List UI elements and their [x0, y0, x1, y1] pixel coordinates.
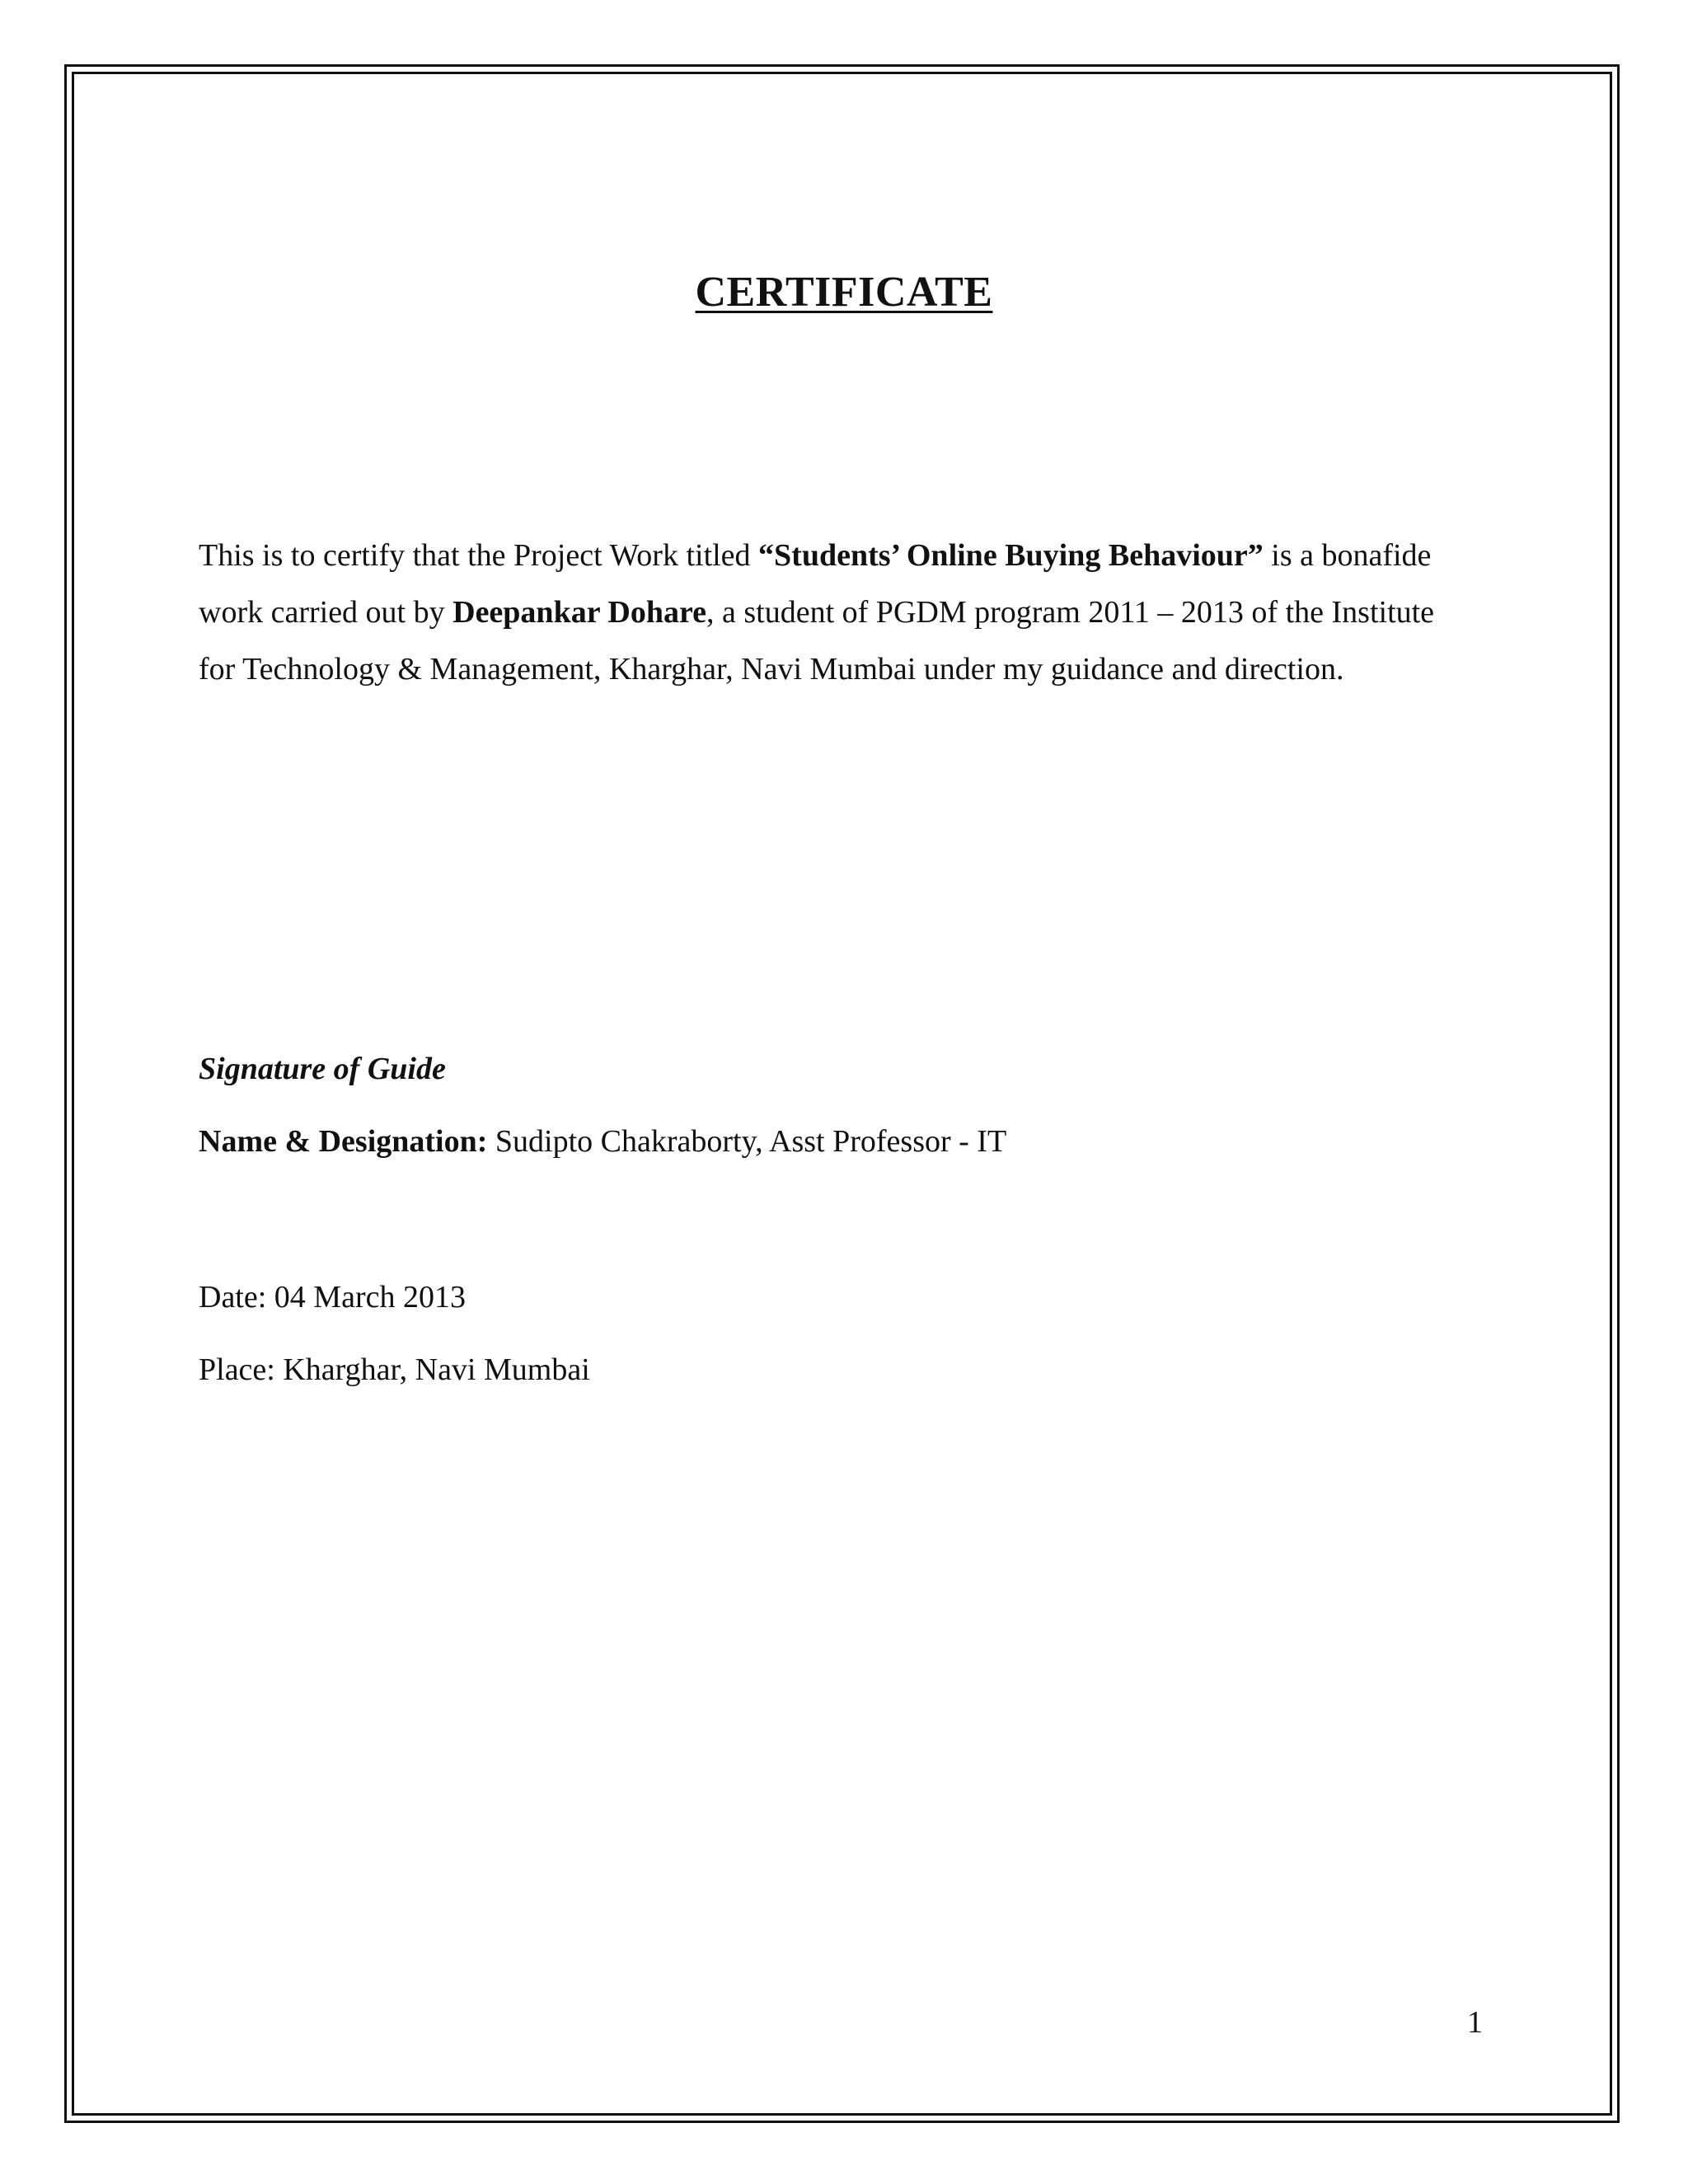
line2-suffix: , a student of PGDM program 2011 – 2013 of the Institute	[706, 595, 1435, 630]
name-designation	[199, 1123, 1006, 1160]
paragraph-line-2	[199, 584, 1517, 641]
page-border-inner	[72, 72, 1612, 2116]
place-line: Place: Kharghar, Navi Mumbai	[199, 1352, 590, 1387]
line1-suffix: is a bonafide	[1263, 538, 1432, 573]
certificate-title: CERTIFICATE	[695, 269, 993, 316]
line1-prefix: This is to certify that the Project Work titled	[199, 538, 759, 573]
paragraph-line-1	[199, 527, 1517, 584]
signature-label: Signature of Guide	[199, 1052, 446, 1086]
date-line: Date: 04 March 2013	[199, 1280, 466, 1315]
student-name: Deepankar Dohare	[452, 595, 707, 630]
project-title: “Students’ Online Buying Behaviour”	[758, 538, 1264, 573]
page-number: 1	[1467, 2005, 1483, 2040]
designation-value: Sudipto Chakraborty, Asst Professor - IT	[487, 1124, 1007, 1159]
certificate-paragraph	[199, 527, 1517, 698]
paragraph-line-3: for Technology & Management, Kharghar, Navi Mumbai under my guidance and direction.	[199, 652, 1344, 687]
designation-label: Name & Designation:	[199, 1124, 488, 1159]
line2-prefix: work carried out by	[199, 595, 453, 630]
